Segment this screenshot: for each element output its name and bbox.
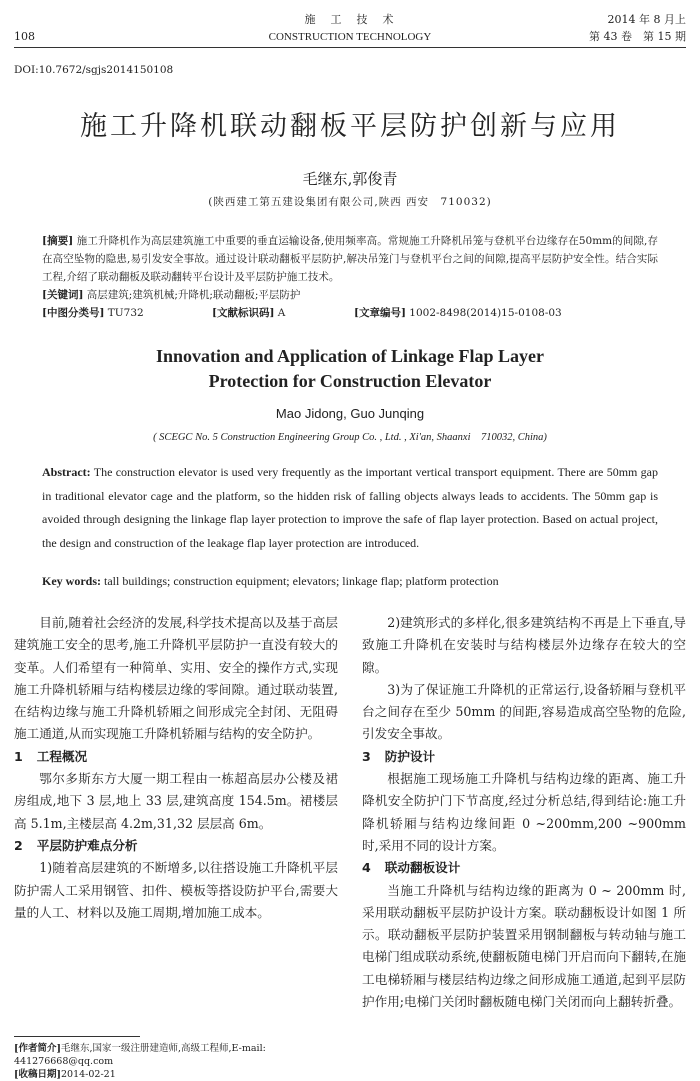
footnote-rule: [14, 1036, 140, 1037]
footnote: [14, 1042, 338, 1081]
affiliation-cn: (陕西建工第五建设集团有限公司,陕西 西安 710032): [208, 196, 492, 208]
section-2-heading: [14, 835, 338, 857]
body-left-column: [14, 612, 338, 924]
section-1-paragraph: 鄂尔多斯东方大厦一期工程由一栋超高层办公楼及裙房组成,地下 3 层,地上 33 层,建筑高度 154.5m。裙楼层高 5.1m,主楼层高 4.2m,31,32 层层高 6m。: [14, 771, 338, 831]
section-4-heading: [362, 857, 686, 879]
abstract-en: [42, 461, 658, 555]
body-right-column: [362, 612, 686, 1013]
article-number-value: 1002-8498(2014)15-0108-03: [409, 307, 562, 319]
keywords-cn-label: [关键词]: [42, 289, 84, 301]
authors-cn: 毛继东,郭俊青: [302, 170, 398, 188]
doc-code: [212, 304, 285, 322]
issue-volume: 第 43 卷 第 15 期: [589, 30, 686, 43]
section-4-paragraph: 当施工升降机与结构边缘的距离为 0 ~ 200mm 时,采用联动翻板平层防护设计方案。联动翻板设计如图 1 所示。联动翻板平层防护装置采用钢制翻板与转动轴与施工电梯门组成联动系统,使翻板随电梯门开启而向下翻转,在施工电梯轿厢与楼层结构边缘之间形成施工通道,起到平层防护作用;电梯门关闭时翻板随电梯门关闭而向上翻转折叠。: [362, 882, 686, 1010]
keywords-en: [42, 574, 658, 589]
clc-value: TU732: [107, 307, 144, 319]
keywords-en-text: tall buildings; construction equipment; elevators; linkage flap; platform protection: [104, 574, 499, 588]
title-en-line1: Innovation and Application of Linkage Flap Layer: [155, 346, 545, 366]
abstract-cn-text: 施工升降机作为高层建筑施工中重要的垂直运输设备,使用频率高。常规施工升降机吊笼与登机平台边缘存在50mm的间隙,存在高空坠物的隐患,易引发安全事故。通过设计联动翻板平层防护,解决吊笼门与登机平台之间的间隙,提高平层防护安全性。结合实际工程,介绍了联动翻板及联动翻转平台设计及平层防护施工技术。: [42, 235, 659, 283]
issue-date: 2014 年 8 月上: [607, 13, 686, 26]
section-2-paragraph-1: 1)随着高层建筑的不断增多,以往搭设施工升降机平层防护需人工采用钢管、扣件、模板等搭设防护平台,需要大量的人工、材料以及施工周期,增加施工成本。: [14, 860, 338, 920]
section-2-paragraph-3: 3)为了保证施工升降机的正常运行,设备轿厢与登机平台之间存在至少 50mm 的间距,容易造成高空坠物的危险,引发安全事故。: [362, 681, 686, 742]
doc-code-label: [文献标识码]: [212, 307, 275, 319]
affiliation-en: ( SCEGC No. 5 Construction Engineering Group Co. , Ltd. , Xi'an, Shaanxi 710032, China): [153, 432, 547, 443]
intro-paragraph: 目前,随着社会经济的发展,科学技术提高以及基于高层建筑施工安全的思考,施工升降机平层防护一直没有较大的变革。人们希望有一种简单、实用、安全的操作方式,实现施工升降机轿厢与结构楼层边缘的零间隙。通过联动装置,在结构边缘与施工升降机轿厢之间形成完全封闭、无阻碍施工通道,从而实现施工升降机轿厢与结构的安全防护。: [14, 615, 338, 742]
title-cn: 施工升降机联动翻板平层防护创新与应用: [80, 111, 620, 142]
footnote-email: 441276668@qq.com: [14, 1056, 114, 1067]
page-number: 108: [14, 30, 35, 43]
section-1-number: 1: [14, 748, 23, 764]
keywords-cn-text: 高层建筑;建筑机械;升降机;联动翻板;平层防护: [86, 289, 301, 301]
doc-code-value: A: [277, 307, 286, 319]
footnote-author-label: [作者简介]: [14, 1043, 61, 1054]
section-3-number: 3: [362, 748, 371, 764]
keywords-en-label: Key words:: [42, 574, 101, 588]
journal-name-cn: 施 工 技 术: [304, 13, 396, 26]
journal-name-en: CONSTRUCTION TECHNOLOGY: [268, 31, 432, 43]
section-1-title: 工程概况: [36, 748, 88, 764]
abstract-cn-label: [摘要]: [42, 235, 74, 247]
section-3-title: 防护设计: [384, 748, 436, 764]
section-2-number: 2: [14, 837, 23, 853]
footnote-author-text: 毛继东,国家一级注册建造师,高级工程师,E-mail:: [61, 1043, 266, 1054]
section-4-title: 联动翻板设计: [384, 860, 461, 876]
section-2-paragraph-2: 2)建筑形式的多样化,很多建筑结构不再是上下垂直,导致施工升降机在安装时与结构楼层外边缘存在较大的空隙。: [362, 615, 686, 675]
footnote-received: [14, 1068, 338, 1081]
abstract-en-label: Abstract:: [42, 465, 91, 479]
section-3-paragraph: 根据施工现场施工升降机与结构边缘的距离、施工升降机安全防护门下节高度,经过分析总结,得到结论:施工升降机轿厢与结构边缘间距 0 ~200mm,200 ~900mm 时,采用不同的设计方案。: [362, 771, 686, 853]
article-number-label: [文章编号]: [354, 307, 406, 319]
header-rule: [14, 47, 686, 48]
authors-en: Mao Jidong, Guo Junqing: [275, 406, 425, 421]
abstract-en-text: The construction elevator is used very frequently as the important vertical transport equipment. There are 50mm gap in traditional elevator cage and the platform, so the hidden risk of falling objects always leads to accidents. The 50mm gap is avoided through designing the linkage flap layer protection to improve the safe of flap layer protection. Based on actual project, the design and construction of the leakage flap layer protection are introduced.: [42, 465, 658, 550]
clc-label: [中图分类号]: [42, 307, 105, 319]
section-1-heading: [14, 746, 338, 768]
footnote-author: [14, 1042, 338, 1055]
keywords-cn: [42, 286, 658, 304]
footnote-received-label: [收稿日期]: [14, 1069, 61, 1080]
clc: [42, 304, 144, 322]
title-en-line2: Protection for Construction Elevator: [208, 371, 492, 391]
section-4-number: 4: [362, 860, 371, 876]
doi: DOI:10.7672/sgjs2014150108: [14, 64, 174, 76]
footnote-received-date: 2014-02-21: [61, 1069, 116, 1080]
section-3-heading: [362, 746, 686, 768]
article-number: [354, 304, 562, 322]
abstract-cn: [42, 232, 658, 286]
section-2-title: 平层防护难点分析: [36, 837, 138, 853]
